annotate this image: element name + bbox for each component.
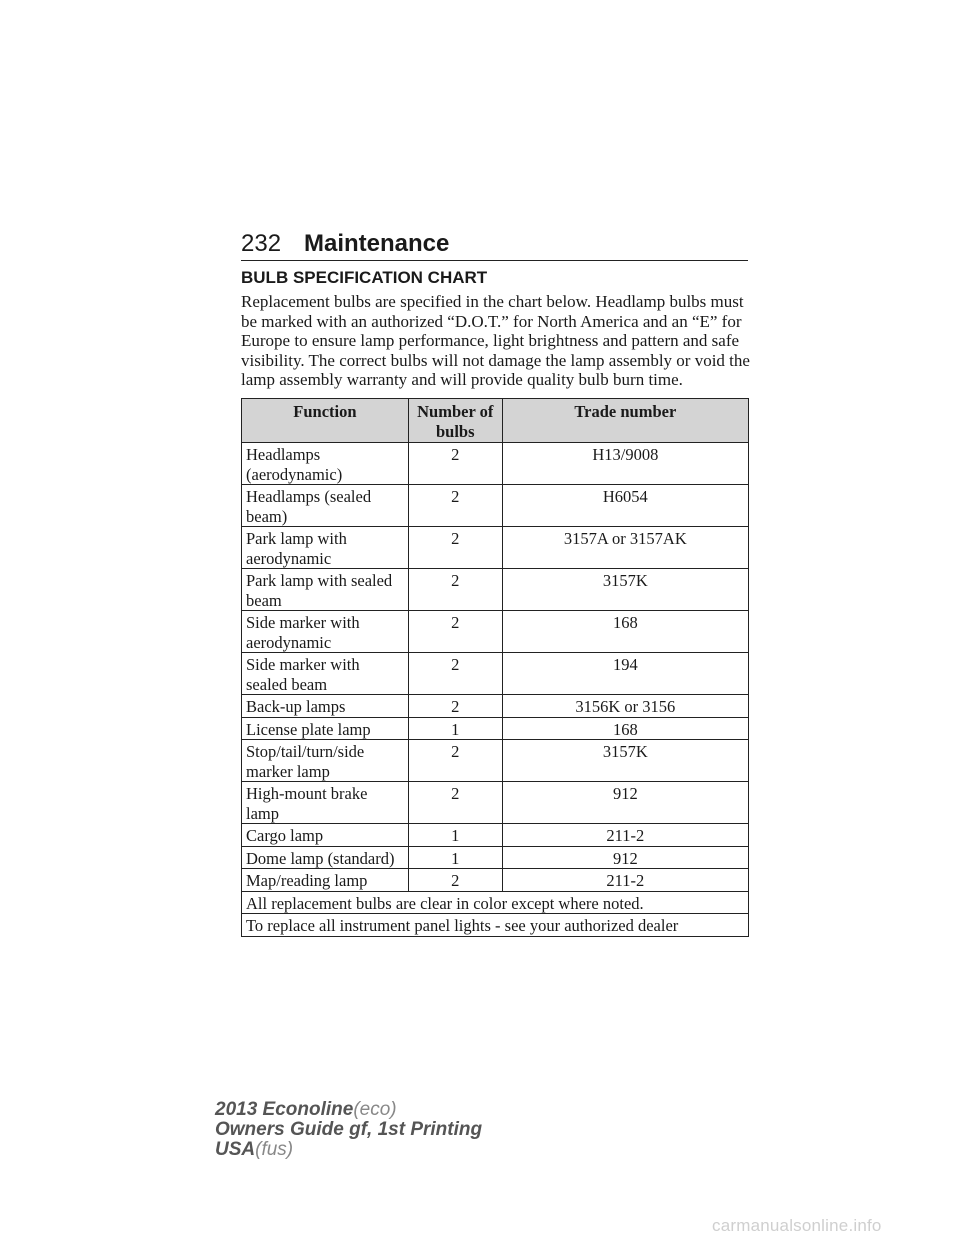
bulb-count-cell: 2: [408, 869, 502, 892]
trade-number-cell: H13/9008: [502, 443, 748, 485]
bulb-count-cell: 2: [408, 569, 502, 611]
trade-number-cell: H6054: [502, 485, 748, 527]
table-row: [242, 443, 749, 485]
bulb-count-cell: 2: [408, 695, 502, 718]
table-row: [242, 569, 749, 611]
bulb-count-cell: 2: [408, 611, 502, 653]
footer-line-market: [215, 1140, 482, 1160]
chart-heading: BULB SPECIFICATION CHART: [241, 268, 488, 287]
column-header-function: Function: [242, 399, 409, 443]
table-note-row: [242, 914, 749, 937]
trade-number-cell: 3157K: [502, 740, 748, 782]
table-header-row: [242, 399, 749, 443]
table-note: All replacement bulbs are clear in color except where noted.: [242, 891, 749, 914]
page-header: [241, 226, 748, 261]
table-note: To replace all instrument panel lights - see your authorized dealer: [242, 914, 749, 937]
function-cell: License plate lamp: [242, 717, 409, 740]
trade-number-cell: 211-2: [502, 824, 748, 847]
function-cell: Park lamp with sealed beam: [242, 569, 409, 611]
footer-guide-name: Owners Guide gf, 1st Printing: [215, 1119, 483, 1140]
table-row: [242, 740, 749, 782]
table-row: [242, 846, 749, 869]
trade-number-cell: 168: [502, 717, 748, 740]
function-cell: Side marker with sealed beam: [242, 653, 409, 695]
function-cell: High-mount brake lamp: [242, 782, 409, 824]
function-cell: Map/reading lamp: [242, 869, 409, 892]
section-title: Maintenance: [304, 230, 450, 257]
trade-number-cell: 3156K or 3156: [502, 695, 748, 718]
footer-market-name: USA: [215, 1139, 256, 1160]
table-row: [242, 869, 749, 892]
trade-number-cell: 912: [502, 782, 748, 824]
footer-model-name: 2013 Econoline: [215, 1099, 354, 1120]
trade-number-cell: 194: [502, 653, 748, 695]
function-cell: Back-up lamps: [242, 695, 409, 718]
table-row: [242, 782, 749, 824]
table-note-row: [242, 891, 749, 914]
trade-number-cell: 3157K: [502, 569, 748, 611]
bulb-specification-table: [241, 398, 749, 937]
bulb-count-cell: 2: [408, 653, 502, 695]
footer-model-code: (eco): [353, 1099, 397, 1120]
bulb-count-cell: 1: [408, 717, 502, 740]
table-row: [242, 717, 749, 740]
trade-number-cell: 912: [502, 846, 748, 869]
footer-market-code: (fus): [255, 1139, 294, 1160]
function-cell: Side marker with aerodynamic: [242, 611, 409, 653]
function-cell: Park lamp with aerodynamic: [242, 527, 409, 569]
trade-number-cell: 168: [502, 611, 748, 653]
table-row: [242, 695, 749, 718]
table-row: [242, 527, 749, 569]
trade-number-cell: 3157A or 3157AK: [502, 527, 748, 569]
bulb-count-cell: 2: [408, 443, 502, 485]
column-header-trade-number: Trade number: [502, 399, 748, 443]
intro-paragraph: Replacement bulbs are specified in the chart below. Headlamp bulbs must be marked with an authorized “D.O.T.” for North America and an “E” for Europe to ensure lamp performance, light brightness and pattern and safe visibility. The correct bulbs will not damage the lamp assembly or void the lamp assembly warranty and will provide quality bulb burn time.: [241, 292, 750, 389]
bulb-count-cell: 2: [408, 527, 502, 569]
function-cell: Headlamps (sealed beam): [242, 485, 409, 527]
footer-line-model: [215, 1100, 482, 1120]
footer-line-guide: [215, 1120, 482, 1140]
table-row: [242, 824, 749, 847]
table-row: [242, 611, 749, 653]
page-number: 232: [241, 230, 282, 257]
bulb-count-cell: 2: [408, 485, 502, 527]
function-cell: Cargo lamp: [242, 824, 409, 847]
function-cell: Stop/tail/turn/side marker lamp: [242, 740, 409, 782]
document-footer: [215, 1100, 482, 1160]
trade-number-cell: 211-2: [502, 869, 748, 892]
column-header-number-of-bulbs: Number of bulbs: [408, 399, 502, 443]
table-row: [242, 485, 749, 527]
function-cell: Dome lamp (standard): [242, 846, 409, 869]
watermark: carmanualsonline.info: [712, 1216, 882, 1235]
bulb-count-cell: 2: [408, 782, 502, 824]
table-row: [242, 653, 749, 695]
bulb-count-cell: 1: [408, 846, 502, 869]
bulb-count-cell: 2: [408, 740, 502, 782]
bulb-count-cell: 1: [408, 824, 502, 847]
function-cell: Headlamps (aerodynamic): [242, 443, 409, 485]
